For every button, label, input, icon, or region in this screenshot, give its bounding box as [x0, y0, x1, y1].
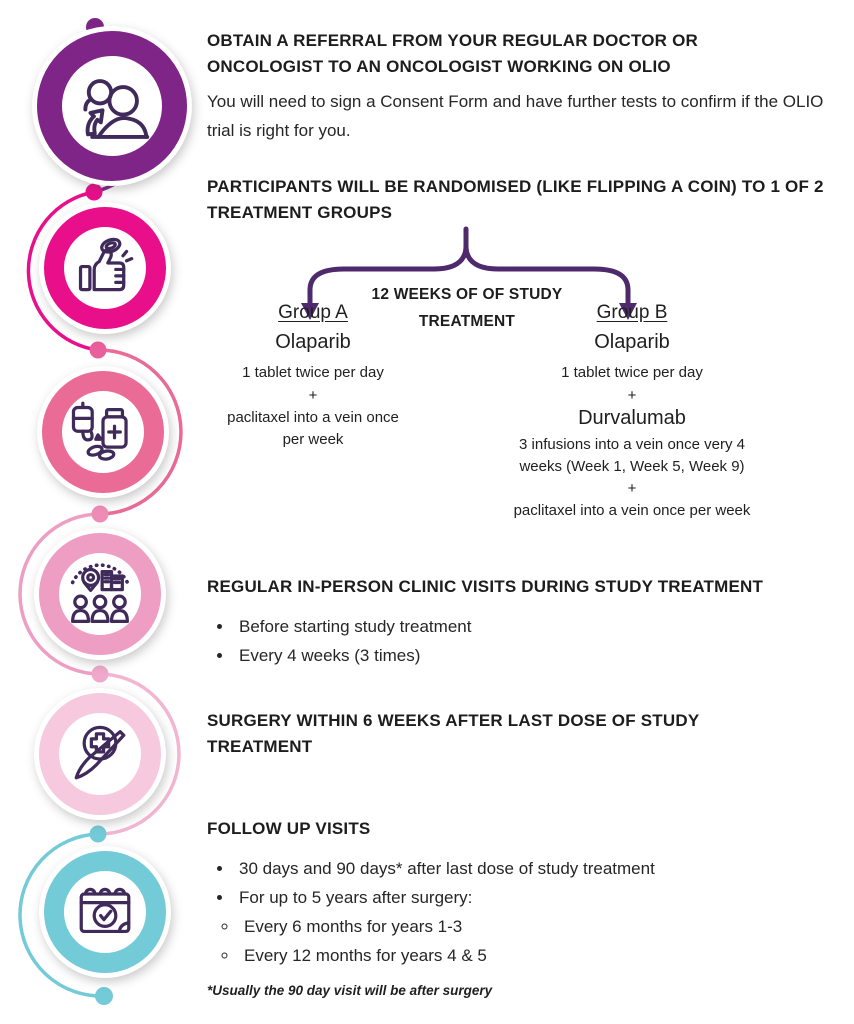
group-a-drug1: Olaparib — [275, 331, 351, 353]
surgery-scalpel-icon — [64, 718, 136, 790]
group-a-column — [215, 302, 411, 450]
follow-up-list — [207, 855, 835, 913]
group-b-drug2-dose: 3 infusions into a vein once very 4 weeks (Week 1, Week 5, Week 9) — [519, 435, 745, 475]
group-b-drug1: Olaparib — [594, 331, 670, 353]
iv-drip-medicine-icon — [67, 396, 139, 468]
follow-up-sub-bullet: ◦ Every 12 months for years 4 & 5 — [239, 942, 835, 971]
surgery-heading: SURGERY WITHIN 6 WEEKS AFTER LAST DOSE OF STUDY TREATMENT — [207, 711, 700, 757]
section-follow-up — [207, 816, 835, 971]
follow-up-calendar-icon — [69, 876, 141, 948]
coin-flip-thumbs-up-icon — [69, 232, 141, 304]
group-a-plus: + — [308, 386, 318, 404]
step-ring — [44, 851, 166, 973]
clinic-visits-list — [207, 613, 835, 671]
referral-icon — [69, 63, 155, 149]
clinic-visits-heading: REGULAR IN-PERSON CLINIC VISITS DURING STUDY TREATMENT — [207, 577, 764, 596]
section-referral — [207, 28, 782, 81]
follow-up-bullet: • 30 days and 90 days* after last dose of study treatment — [234, 855, 835, 884]
referral-heading: OBTAIN A REFERRAL FROM YOUR REGULAR DOCTOR OR ONCOLOGIST TO AN ONCOLOGIST WORKING ON OLIO — [207, 31, 698, 77]
timeline-step-referral — [32, 26, 192, 186]
timeline-step-clinic-visits — [34, 528, 166, 660]
timeline-step-treatment — [37, 366, 169, 498]
section-randomisation — [207, 174, 832, 227]
group-a-drug1-dose: 1 tablet twice per day — [242, 364, 384, 381]
clinic-visits-bullet: • Before starting study treatment — [234, 613, 835, 642]
clinic-visits-bullet: • Every 4 weeks (3 times) — [234, 642, 835, 671]
step-ring — [39, 533, 161, 655]
group-b-drug2: Durvalumab — [578, 406, 686, 429]
study-duration-label: 12 WEEKS OF OF STUDY TREATMENT — [371, 286, 563, 330]
follow-up-sub-bullet: ◦ Every 6 months for years 1-3 — [239, 913, 835, 942]
section-clinic-visits — [207, 574, 835, 671]
timeline-step-surgery — [34, 688, 166, 820]
step-ring — [42, 371, 164, 493]
randomisation-heading: PARTICIPANTS WILL BE RANDOMISED (LIKE FLIPPING A COIN) TO 1 OF 2 TREATMENT GROUPS — [207, 177, 824, 223]
step-ring — [39, 693, 161, 815]
group-b-drug3-dose: paclitaxel into a vein once per week — [513, 502, 751, 520]
footnote: *Usually the 90 day visit will be after surgery — [207, 983, 493, 998]
group-b-column — [496, 302, 768, 522]
step-ring — [44, 207, 166, 329]
timeline-step-randomisation — [39, 202, 171, 334]
group-a-title: Group A — [278, 302, 348, 323]
group-b-title: Group B — [596, 302, 668, 323]
group-b-plus2: + — [627, 480, 637, 498]
timeline — [0, 0, 215, 1024]
group-a-drug2-dose: paclitaxel into a vein once per week — [227, 408, 399, 448]
group-b-drug1-dose: 1 tablet twice per day — [561, 364, 703, 381]
group-b-plus1: + — [627, 386, 637, 404]
step-ring — [37, 31, 187, 181]
referral-body-text: You will need to sign a Consent Form and have further tests to confirm if the OLIO trial is right for you. — [207, 92, 824, 140]
clinic-location-people-icon — [64, 558, 136, 630]
follow-up-sub-list — [207, 913, 835, 971]
follow-up-heading: FOLLOW UP VISITS — [207, 819, 371, 838]
timeline-step-follow-up — [39, 846, 171, 978]
section-referral-body — [207, 88, 835, 145]
section-surgery — [207, 708, 807, 761]
follow-up-bullet: • For up to 5 years after surgery: — [234, 884, 835, 913]
